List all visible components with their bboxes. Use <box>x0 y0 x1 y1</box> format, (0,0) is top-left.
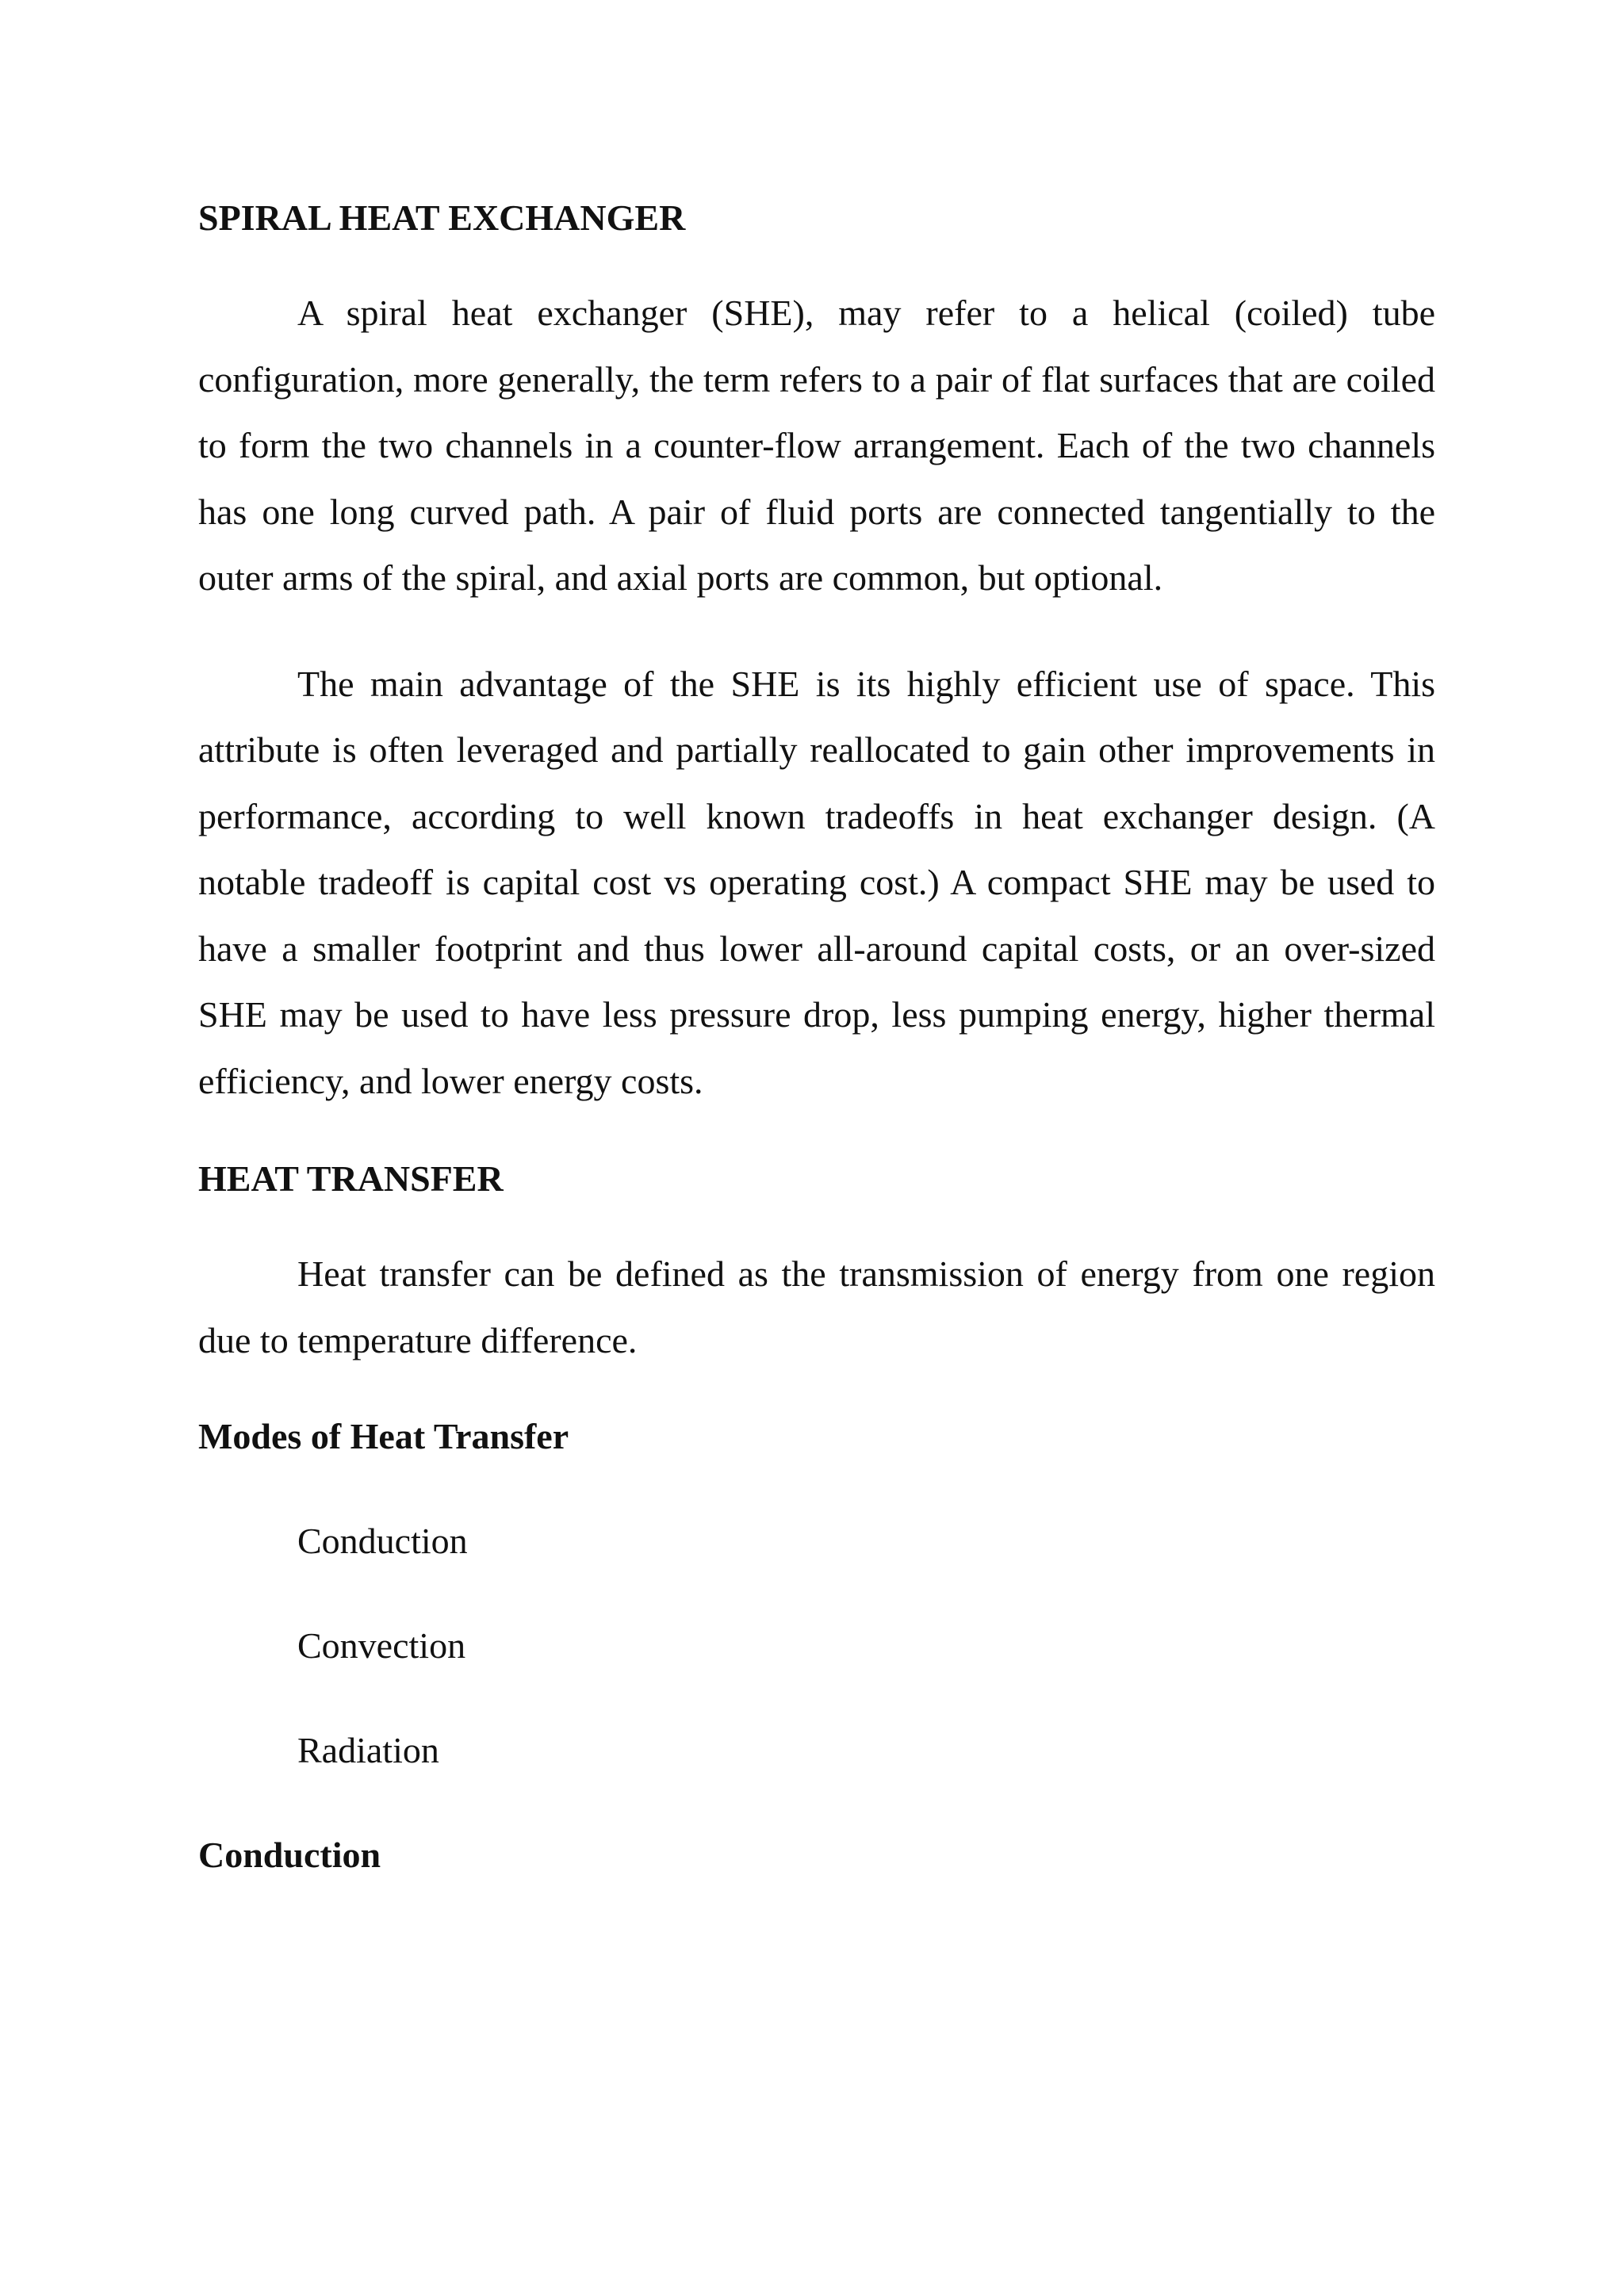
list-item-conduction: Conduction <box>297 1521 468 1561</box>
modes-list <box>198 1517 1435 1774</box>
paragraph-heat-transfer-definition: Heat transfer can be defined as the transmission of energy from one region due to temperature difference. <box>198 1253 1435 1360</box>
list-item-radiation: Radiation <box>297 1730 439 1770</box>
paragraph-main-advantage: The main advantage of the SHE is its highly efficient use of space. This attribute is often leveraged and partially reallocated to gain other improvements in performance, according to well known tradeoffs in heat exchanger design. (A notable tradeoff is capital cost vs operating cost.) A compact SHE may be used to have a smaller footprint and thus lower all-around capital costs, or an over-sized SHE may be used to have less pressure drop, less pumping energy, higher thermal efficiency, and lower energy costs. <box>198 663 1435 1101</box>
paragraph-spiral-definition: A spiral heat exchanger (SHE), may refer to a helical (coiled) tube configuration, more generally, the term refers to a pair of flat surfaces that are coiled to form the two channels in a counter-flow arrangement. Each of the two channels has one long curved path. A pair of fluid ports are connected tangentially to the outer arms of the spiral, and axial ports are common, but optional. <box>198 293 1435 598</box>
list-item-convection: Convection <box>297 1625 466 1666</box>
document-page <box>198 194 1435 1879</box>
subsection-title-modes: Modes of Heat Transfer <box>198 1416 569 1456</box>
section-title-heat-transfer: HEAT TRANSFER <box>198 1158 504 1199</box>
section-title-spiral-heat-exchanger: SPIRAL HEAT EXCHANGER <box>198 197 686 238</box>
subsection-title-conduction: Conduction <box>198 1835 381 1875</box>
